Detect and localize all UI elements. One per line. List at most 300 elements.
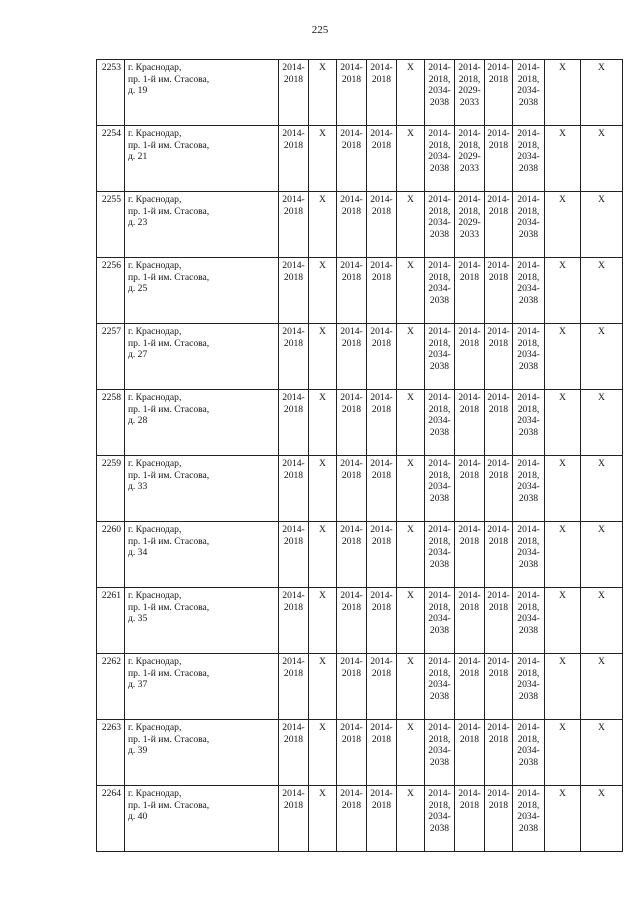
cell-line: 2014- (370, 326, 393, 337)
period-cell (279, 654, 309, 720)
cell-line: 2018 (341, 469, 362, 481)
cell-line: 2014- (517, 788, 540, 799)
address-cell (125, 258, 279, 324)
cell-line: 2018 (459, 535, 480, 547)
address-line: д. 35 (128, 613, 148, 625)
cell-line: 2018 (488, 337, 509, 349)
cell-line: Х (559, 656, 566, 667)
address-line: пр. 1-й им. Стасова, (128, 799, 210, 811)
period-cell (425, 588, 455, 654)
row-number: 2253 (97, 60, 125, 126)
cell-line: 2034- (428, 85, 451, 97)
period-cell (455, 522, 485, 588)
cell-line: 2018 (283, 535, 304, 547)
cell-line: 2034- (428, 415, 451, 427)
cell-line: 2018 (371, 139, 392, 151)
period-cell (337, 60, 367, 126)
cell-line: 2018 (459, 271, 480, 283)
cell-line: 2018 (459, 733, 480, 745)
cell-line: 2014- (428, 656, 451, 667)
period-cell (397, 456, 425, 522)
address-line: д. 25 (128, 283, 148, 295)
cell-line: 2018, (428, 469, 451, 481)
cell-line: 2018 (488, 799, 509, 811)
cell-line: 2034- (428, 679, 451, 691)
period-cell (581, 720, 623, 786)
cell-line: 2018 (341, 799, 362, 811)
cell-line: 2038 (518, 690, 539, 702)
period-cell (455, 654, 485, 720)
cell-line: 2018 (283, 667, 304, 679)
period-cell (513, 522, 545, 588)
address-line: г. Краснодар, (128, 656, 182, 667)
address-line: г. Краснодар, (128, 590, 182, 601)
cell-line: Х (407, 194, 414, 205)
cell-line: 2014- (458, 722, 481, 733)
cell-line: 2018 (488, 469, 509, 481)
period-cell (367, 192, 397, 258)
cell-line: 2018 (459, 799, 480, 811)
cell-line: 2014- (517, 722, 540, 733)
cell-line: 2014- (487, 722, 510, 733)
period-cell (397, 60, 425, 126)
cell-line: 2038 (429, 96, 450, 108)
cell-line: 2038 (518, 492, 539, 504)
cell-line: 2014- (428, 788, 451, 799)
period-cell (279, 192, 309, 258)
cell-line: 2038 (518, 162, 539, 174)
cell-line: Х (319, 524, 326, 535)
cell-line: 2018 (459, 403, 480, 415)
row-number: 2260 (97, 522, 125, 588)
period-cell (425, 60, 455, 126)
period-cell (367, 720, 397, 786)
address-line: д. 40 (128, 811, 148, 823)
cell-line: 2038 (518, 294, 539, 306)
period-cell (513, 390, 545, 456)
cell-line: Х (559, 722, 566, 733)
table-row (97, 324, 623, 390)
cell-line: Х (319, 326, 326, 337)
period-cell (513, 456, 545, 522)
period-cell (485, 126, 513, 192)
address-line: г. Краснодар, (128, 722, 182, 733)
cell-line: 2018 (341, 535, 362, 547)
cell-line: Х (407, 590, 414, 601)
address-line: д. 27 (128, 349, 148, 361)
period-cell (337, 390, 367, 456)
cell-line: 2034- (517, 481, 540, 493)
cell-line: Х (598, 260, 605, 271)
cell-line: 2018, (517, 667, 540, 679)
cell-line: Х (598, 788, 605, 799)
period-cell (397, 654, 425, 720)
cell-line: Х (407, 260, 414, 271)
cell-line: 2014- (458, 788, 481, 799)
period-cell (455, 60, 485, 126)
period-cell (513, 126, 545, 192)
cell-line: 2038 (518, 822, 539, 834)
cell-line: 2018 (341, 271, 362, 283)
cell-line: 2014- (370, 128, 393, 139)
cell-line: 2018, (517, 73, 540, 85)
cell-line: 2034- (428, 547, 451, 559)
period-cell (455, 786, 485, 852)
cell-line: 2034- (428, 613, 451, 625)
period-cell (309, 126, 337, 192)
period-cell (309, 60, 337, 126)
cell-line: 2018 (341, 733, 362, 745)
cell-line: 2014- (282, 326, 305, 337)
period-cell (581, 654, 623, 720)
cell-line: Х (319, 590, 326, 601)
cell-line: 2014- (517, 524, 540, 535)
table-row (97, 258, 623, 324)
cell-line: 2014- (458, 524, 481, 535)
cell-line: 2018, (517, 535, 540, 547)
period-cell (545, 390, 581, 456)
address-cell (125, 786, 279, 852)
period-cell (337, 192, 367, 258)
cell-line: 2038 (518, 558, 539, 570)
cell-line: Х (559, 62, 566, 73)
cell-line: 2014- (282, 194, 305, 205)
cell-line: Х (598, 458, 605, 469)
cell-line: 2014- (487, 62, 510, 73)
period-cell (397, 390, 425, 456)
cell-line: 2038 (429, 294, 450, 306)
table-row (97, 126, 623, 192)
cell-line: 2034- (428, 151, 451, 163)
cell-line: 2014- (458, 656, 481, 667)
address-line: пр. 1-й им. Стасова, (128, 271, 210, 283)
cell-line: 2029- (458, 85, 481, 97)
cell-line: 2018 (283, 205, 304, 217)
cell-line: 2018, (517, 601, 540, 613)
address-line: г. Краснодар, (128, 524, 182, 535)
cell-line: Х (319, 62, 326, 73)
table-row (97, 786, 623, 852)
cell-line: Х (559, 524, 566, 535)
period-cell (513, 258, 545, 324)
period-cell (455, 390, 485, 456)
cell-line: Х (407, 524, 414, 535)
period-cell (513, 720, 545, 786)
period-cell (545, 192, 581, 258)
cell-line: 2014- (340, 722, 363, 733)
row-number: 2259 (97, 456, 125, 522)
cell-line: 2018, (517, 139, 540, 151)
cell-line: 2038 (518, 96, 539, 108)
cell-line: Х (407, 788, 414, 799)
period-cell (397, 192, 425, 258)
period-cell (309, 258, 337, 324)
cell-line: 2018, (428, 535, 451, 547)
address-line: г. Краснодар, (128, 260, 182, 271)
period-cell (513, 192, 545, 258)
cell-line: 2014- (282, 128, 305, 139)
cell-line: 2014- (487, 260, 510, 271)
cell-line: 2018, (428, 733, 451, 745)
cell-line: 2018 (488, 403, 509, 415)
address-cell (125, 192, 279, 258)
period-cell (337, 786, 367, 852)
cell-line: 2014- (282, 656, 305, 667)
address-line: д. 34 (128, 547, 148, 559)
cell-line: Х (407, 128, 414, 139)
cell-line: 2018 (371, 205, 392, 217)
cell-line: 2018 (283, 733, 304, 745)
cell-line: 2038 (518, 228, 539, 240)
cell-line: 2018, (517, 469, 540, 481)
period-cell (485, 588, 513, 654)
cell-line: 2018 (341, 139, 362, 151)
address-cell (125, 60, 279, 126)
period-cell (485, 258, 513, 324)
cell-line: 2018 (371, 271, 392, 283)
cell-line: Х (598, 62, 605, 73)
period-cell (425, 654, 455, 720)
period-cell (513, 786, 545, 852)
period-cell (309, 522, 337, 588)
period-cell (581, 522, 623, 588)
address-line: пр. 1-й им. Стасова, (128, 667, 210, 679)
period-cell (397, 720, 425, 786)
cell-line: 2014- (370, 260, 393, 271)
cell-line: 2014- (370, 194, 393, 205)
cell-line: 2014- (340, 326, 363, 337)
period-cell (581, 324, 623, 390)
period-cell (397, 126, 425, 192)
period-cell (513, 324, 545, 390)
cell-line: 2018 (341, 205, 362, 217)
cell-line: 2018, (458, 73, 481, 85)
cell-line: 2018, (428, 337, 451, 349)
period-cell (279, 126, 309, 192)
period-cell (485, 456, 513, 522)
period-cell (397, 588, 425, 654)
cell-line: 2038 (429, 492, 450, 504)
period-cell (581, 60, 623, 126)
period-cell (545, 60, 581, 126)
cell-line: 2014- (428, 194, 451, 205)
period-cell (309, 390, 337, 456)
period-cell (279, 786, 309, 852)
period-cell (337, 720, 367, 786)
cell-line: 2018, (517, 271, 540, 283)
period-cell (485, 522, 513, 588)
cell-line: 2014- (370, 656, 393, 667)
cell-line: 2014- (370, 62, 393, 73)
cell-line: Х (559, 194, 566, 205)
cell-line: 2014- (458, 590, 481, 601)
cell-line: 2014- (428, 458, 451, 469)
cell-line: 2018 (283, 799, 304, 811)
cell-line: 2029- (458, 217, 481, 229)
cell-line: 2014- (282, 722, 305, 733)
period-cell (581, 786, 623, 852)
period-cell (367, 522, 397, 588)
cell-line: 2018 (283, 139, 304, 151)
row-number: 2255 (97, 192, 125, 258)
period-cell (367, 588, 397, 654)
period-cell (279, 720, 309, 786)
cell-line: 2018 (371, 403, 392, 415)
cell-line: 2014- (282, 590, 305, 601)
cell-line: 2034- (517, 679, 540, 691)
cell-line: 2018 (371, 469, 392, 481)
address-line: г. Краснодар, (128, 326, 182, 337)
cell-line: Х (598, 128, 605, 139)
cell-line: 2014- (282, 788, 305, 799)
period-cell (367, 60, 397, 126)
cell-line: 2034- (517, 85, 540, 97)
period-cell (425, 192, 455, 258)
cell-line: 2018 (488, 271, 509, 283)
cell-line: 2014- (340, 128, 363, 139)
register-body (97, 60, 623, 852)
period-cell (309, 324, 337, 390)
period-cell (545, 654, 581, 720)
address-cell (125, 390, 279, 456)
period-cell (545, 588, 581, 654)
cell-line: Х (598, 722, 605, 733)
cell-line: 2014- (517, 194, 540, 205)
cell-line: 2018 (488, 73, 509, 85)
address-line: пр. 1-й им. Стасова, (128, 601, 210, 613)
period-cell (397, 258, 425, 324)
period-cell (455, 720, 485, 786)
cell-line: 2018 (341, 601, 362, 613)
cell-line: 2034- (517, 217, 540, 229)
cell-line: 2018 (341, 667, 362, 679)
cell-line: 2018 (488, 535, 509, 547)
cell-line: 2014- (282, 260, 305, 271)
period-cell (581, 192, 623, 258)
cell-line: 2018 (371, 799, 392, 811)
cell-line: 2014- (428, 326, 451, 337)
cell-line: 2014- (487, 194, 510, 205)
cell-line: Х (559, 458, 566, 469)
cell-line: 2034- (517, 283, 540, 295)
period-cell (455, 324, 485, 390)
period-cell (455, 192, 485, 258)
period-cell (425, 324, 455, 390)
cell-line: 2014- (428, 128, 451, 139)
cell-line: Х (407, 656, 414, 667)
cell-line: 2018 (488, 139, 509, 151)
period-cell (309, 720, 337, 786)
period-cell (485, 60, 513, 126)
cell-line: 2018 (371, 601, 392, 613)
cell-line: Х (319, 392, 326, 403)
cell-line: 2018, (428, 667, 451, 679)
cell-line: 2014- (340, 62, 363, 73)
address-line: пр. 1-й им. Стасова, (128, 205, 210, 217)
cell-line: 2014- (487, 128, 510, 139)
address-cell (125, 720, 279, 786)
cell-line: 2014- (340, 788, 363, 799)
period-cell (581, 588, 623, 654)
cell-line: 2018 (283, 337, 304, 349)
cell-line: 2034- (428, 217, 451, 229)
period-cell (581, 258, 623, 324)
cell-line: 2018 (371, 733, 392, 745)
period-cell (485, 720, 513, 786)
period-cell (279, 588, 309, 654)
address-line: д. 21 (128, 151, 148, 163)
period-cell (425, 720, 455, 786)
period-cell (279, 324, 309, 390)
period-cell (309, 456, 337, 522)
cell-line: 2014- (517, 590, 540, 601)
cell-line: 2018, (517, 799, 540, 811)
cell-line: 2014- (487, 590, 510, 601)
cell-line: 2038 (429, 360, 450, 372)
period-cell (581, 456, 623, 522)
cell-line: 2014- (487, 656, 510, 667)
cell-line: 2034- (428, 481, 451, 493)
cell-line: 2018 (341, 337, 362, 349)
cell-line: Х (598, 194, 605, 205)
period-cell (309, 654, 337, 720)
period-cell (397, 324, 425, 390)
period-cell (279, 390, 309, 456)
cell-line: 2018 (459, 667, 480, 679)
period-cell (337, 258, 367, 324)
cell-line: 2018, (428, 601, 451, 613)
cell-line: 2014- (428, 524, 451, 535)
cell-line: 2014- (458, 194, 481, 205)
cell-line: 2018, (428, 139, 451, 151)
cell-line: 2038 (518, 360, 539, 372)
cell-line: 2038 (429, 690, 450, 702)
cell-line: 2034- (517, 151, 540, 163)
cell-line: 2018 (283, 73, 304, 85)
cell-line: Х (598, 656, 605, 667)
cell-line: Х (319, 788, 326, 799)
period-cell (513, 654, 545, 720)
cell-line: Х (319, 128, 326, 139)
cell-line: 2014- (517, 392, 540, 403)
cell-line: 2014- (340, 656, 363, 667)
cell-line: 2038 (429, 756, 450, 768)
period-cell (279, 522, 309, 588)
cell-line: 2018, (517, 403, 540, 415)
address-line: г. Краснодар, (128, 392, 182, 403)
cell-line: 2014- (487, 458, 510, 469)
cell-line: 2034- (428, 283, 451, 295)
address-line: пр. 1-й им. Стасова, (128, 337, 210, 349)
cell-line: 2014- (282, 458, 305, 469)
period-cell (455, 126, 485, 192)
cell-line: 2033 (459, 162, 480, 174)
table-row (97, 654, 623, 720)
cell-line: 2018, (428, 205, 451, 217)
cell-line: 2038 (429, 624, 450, 636)
cell-line: 2018, (428, 403, 451, 415)
table-row (97, 588, 623, 654)
cell-line: 2014- (340, 524, 363, 535)
period-cell (485, 786, 513, 852)
cell-line: Х (559, 788, 566, 799)
period-cell (279, 258, 309, 324)
address-line: д. 39 (128, 745, 148, 757)
row-number: 2262 (97, 654, 125, 720)
period-cell (279, 456, 309, 522)
cell-line: 2038 (429, 426, 450, 438)
cell-line: 2033 (459, 96, 480, 108)
